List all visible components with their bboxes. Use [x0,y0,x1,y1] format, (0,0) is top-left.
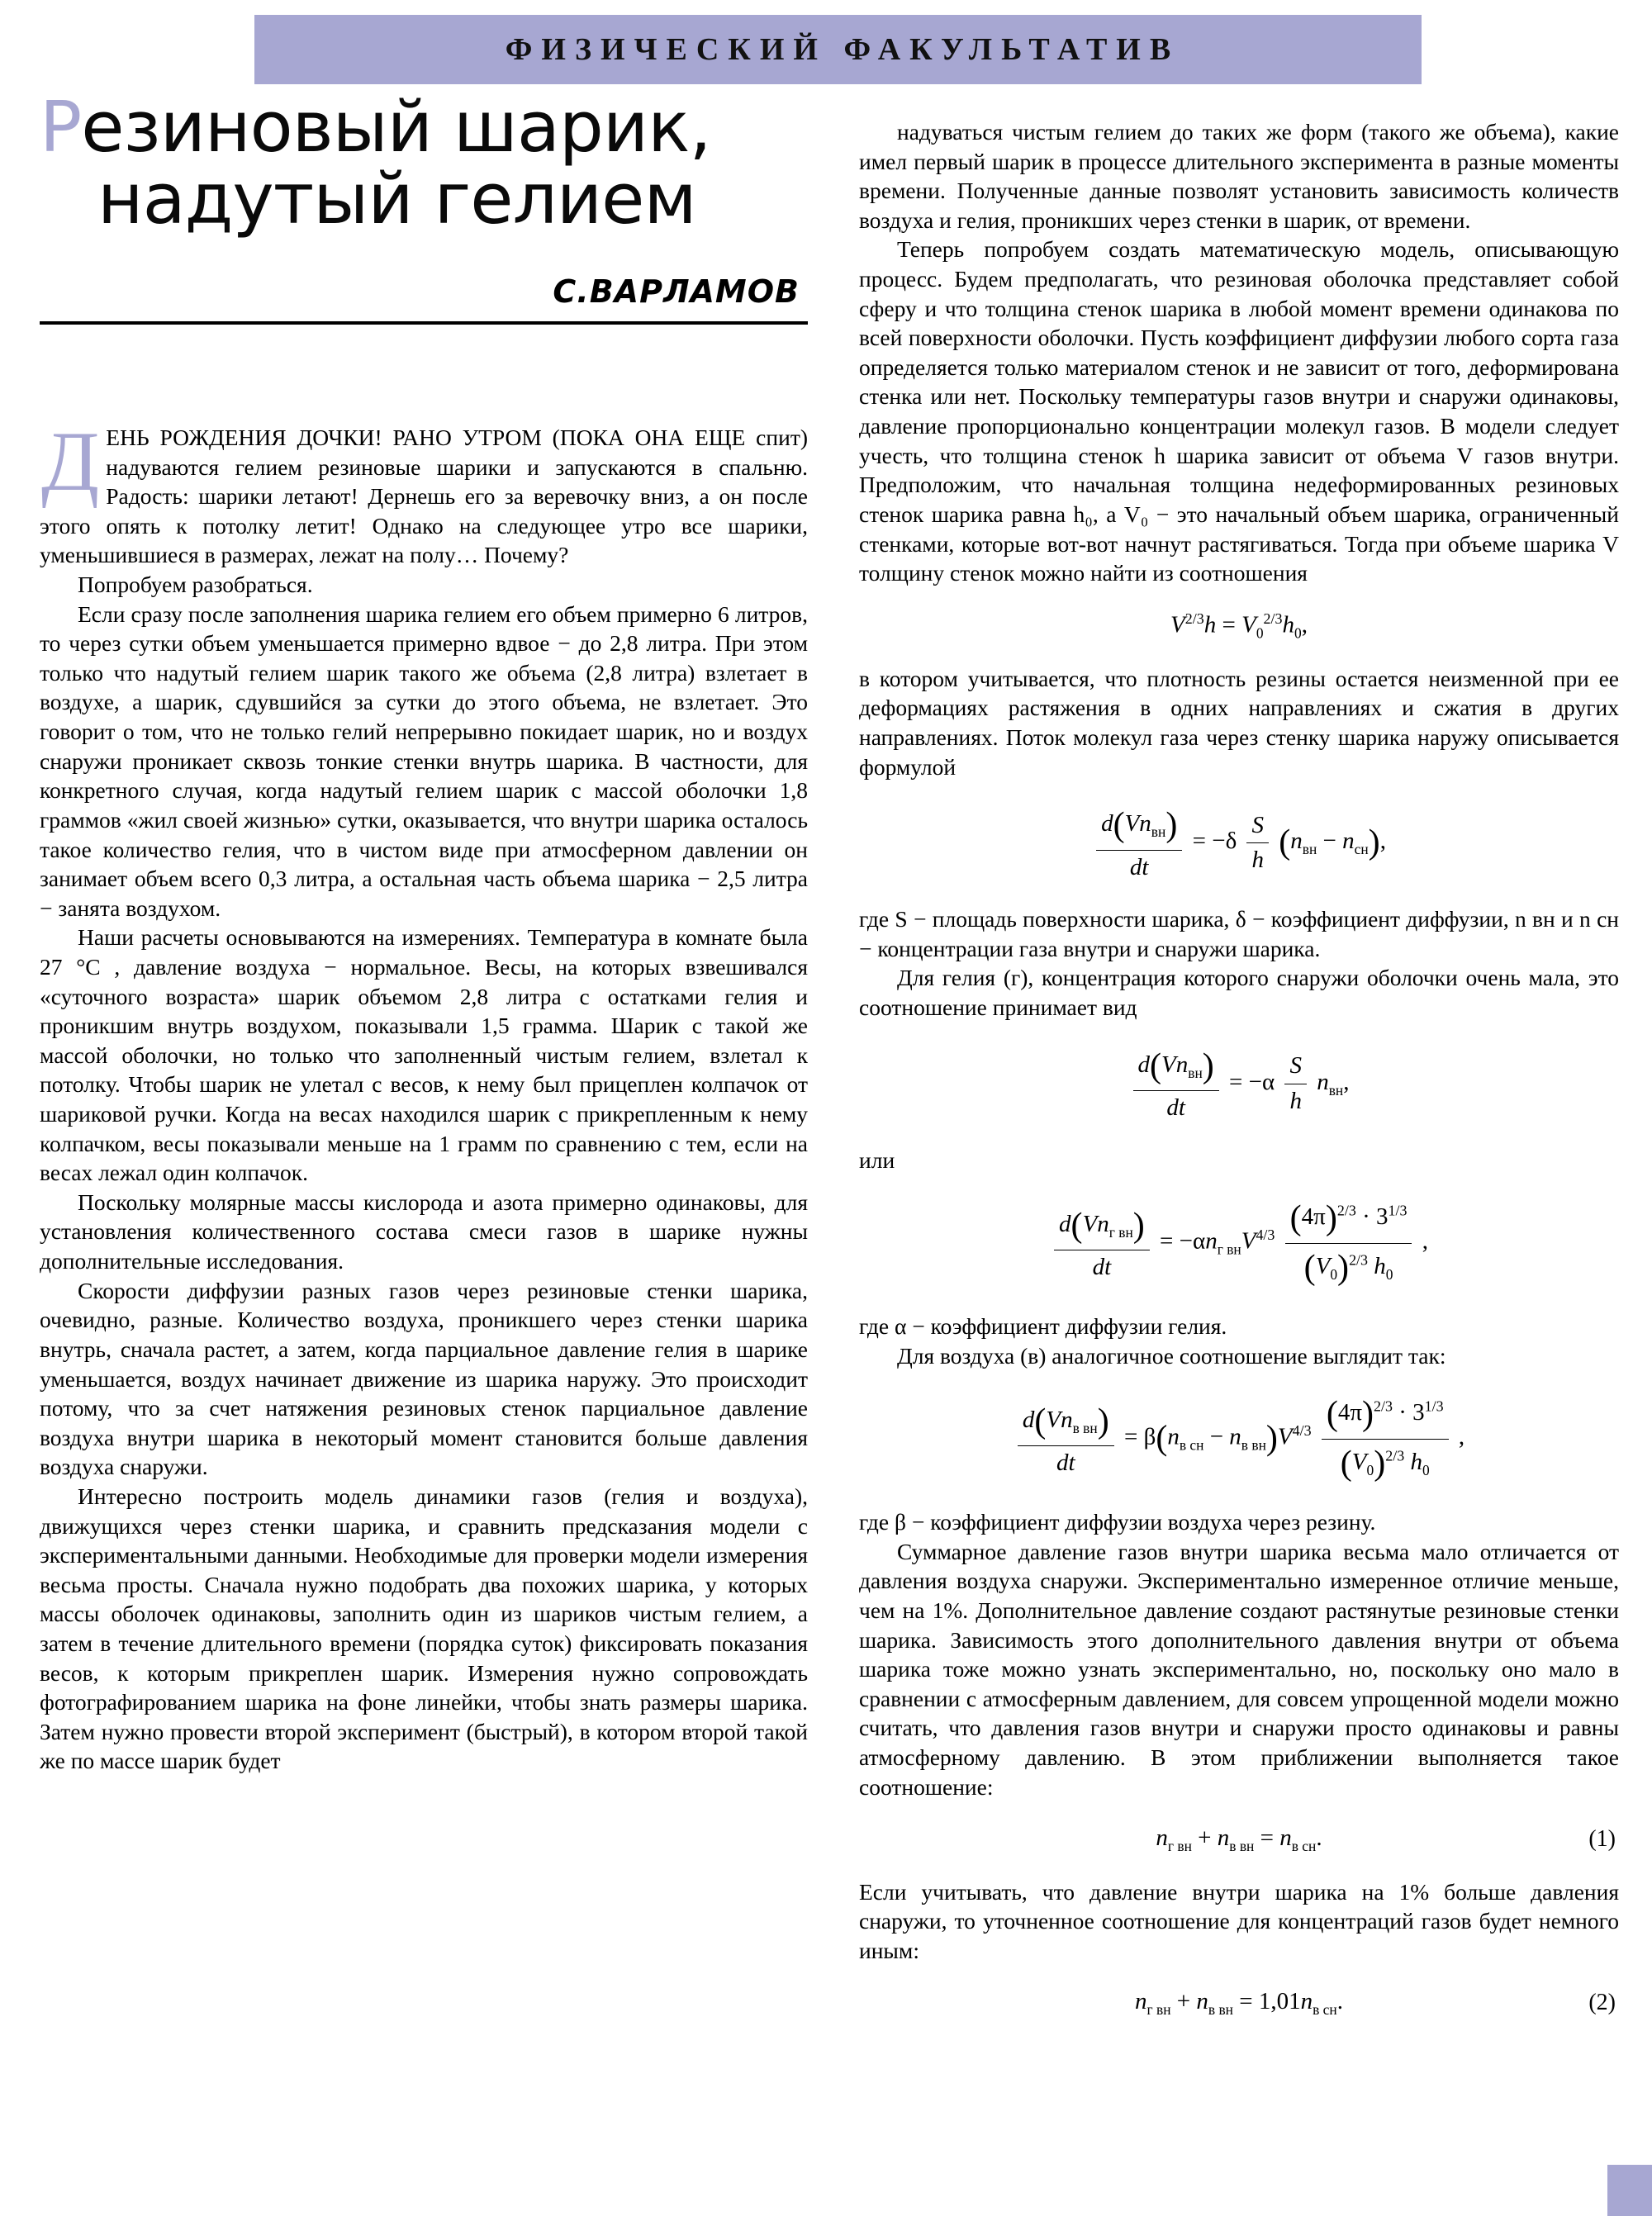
subscript-helium-inside: г вн [1108,1223,1133,1241]
paragraph-text: Наши расчеты основываются на измерениях. Температура в комнате была 27 °С , давление воздуха − нормальное. Весы, на которых взвешивался «суточного возраста» шарик объемом 2,8 литра с остатками гелия и проникшим внутрь воздухом, показывали 1,5 грамма. Шарик с такой же массой оболочки, но только что заполненный чистым гелием, взлетал к потолку. Чтобы шарик не улетал с весов, к нему был прицеплен колпачок от шариковой ручки. Когда на весах находился шарик с прикрепленным к нему колпачком, весы показывали меньше на 1 грамм по сравнению с тем, если на весах лежал один колпачок. [40,924,808,1186]
paragraph [859,235,1619,587]
symbol-n: n [1205,1227,1218,1255]
symbol-h0: h [1282,611,1294,638]
fraction-denominator: $(V_0)^{2/3}$ $h_0$ [1303,1248,1393,1287]
symbol-pi: π [1350,1399,1362,1426]
symbol-alpha: α [1193,1227,1206,1255]
comma: , [1343,1068,1350,1095]
equation-helium-simple [859,1044,1619,1124]
fraction-denominator [1133,1091,1219,1124]
paragraph [859,1146,1619,1175]
symbol-V0: V [1315,1252,1331,1279]
period: . [1336,1988,1343,2015]
byline-divider [40,321,808,325]
symbol-n: n [1217,1825,1230,1852]
symbol-n: n [1175,1051,1189,1078]
paragraph-text: Для гелия (г), концентрация которого снаружи оболочки очень мала, это соотношение принимает вид [859,965,1619,1020]
comma: , [1458,1423,1465,1450]
subscript-inside: вн [1188,1064,1203,1081]
exponent-two-thirds: 2/3 [1349,1251,1369,1269]
symbol-S: S [1251,811,1264,838]
paragraph [859,1312,1619,1341]
symbol-h: h [1289,1087,1302,1114]
equation-wall-thickness [859,610,1619,643]
fraction-geometry-factor [1322,1392,1449,1486]
symbol-n: n [1061,1406,1073,1433]
subscript-inside: вн [1328,1081,1344,1099]
fraction-S-over-h [1284,1051,1307,1117]
subscript-air-outside: в сн [1291,1838,1317,1855]
symbol-S: S [1289,1052,1302,1080]
subscript-air-inside: в вн [1072,1419,1098,1436]
exponent-one-third: 1/3 [1424,1397,1444,1415]
title-line-2: надутый гелием [97,158,696,240]
multiplication-dot: · [1398,1399,1407,1426]
paragraph [859,963,1619,1022]
exponent-two-thirds: 2/3 [1263,610,1283,627]
equals-sign: = [1260,1825,1274,1852]
subscript-zero: 0 [1330,1265,1338,1283]
minus-sign: − [1179,1227,1194,1255]
equals-sign: = [1192,828,1206,855]
subscript-inside: вн [1151,823,1166,841]
paragraph-text: Если сразу после заполнения шарика гелием его объем примерно 6 литров, то через сутки объем уменьшается примерно вдвое − до 2,8 литра. При этом только что надутый гелием шарик такого же объема (2,8 литра) взлетает в воздухе, а шарик, сдувшийся за сутки до этого объема, не взлетает. Это говорит о том, что не только гелий непрерывно покидает шарик, но и воздух снаружи проникает сквозь тонкие стенки внутрь шарика. В частности, для конкретного случая, когда надутый гелием шарик с массой оболочки 1,8 граммов «жил своей жизнью» сутки, оказывается, что внутри шарика осталось такое количество гелия, что в чистом виде при атмосферном давлении он занимает объем всего 0,3 литра, а остальная часть объема шарика − 2,5 литра − занята воздухом. [40,600,808,921]
paragraph-text: Скорости диффузии разных газов через резиновые стенки шарика, очевидно, разные. Количество воздуха, проникшего через стенки шарика внутрь, сначала растет, а затем, когда парциальное давление гелия в шарике уменьшается, воздух начинает движение из шарика наружу. Это происходит потому, что за счет натяжения резиновых стенок парциальное давление воздуха внутри шарика в некоторый момент становится больше давления воздуха снаружи. [40,1277,808,1480]
paragraph [859,117,1619,235]
page-title [40,87,808,240]
fraction-denominator: $(V_0)^{2/3}$ $h_0$ [1340,1444,1430,1483]
minus-sign: − [1322,828,1336,855]
paragraph-text: Поскольку молярные массы кислорода и азота примерно одинаковы, для установления количественного состава смеси газов в шарике нужны дополнительные исследования. [40,1189,808,1274]
section-banner [254,15,1422,84]
symbol-d: d [1137,1051,1150,1078]
symbol-h0: h [1374,1252,1386,1279]
title-initial-letter: Р [40,87,82,168]
exponent-two-thirds: 2/3 [1385,1447,1405,1464]
exponent-two-thirds: 2/3 [1374,1397,1393,1415]
symbol-pi: π [1313,1203,1326,1231]
paragraph [859,1341,1619,1371]
symbol-n: n [1196,1988,1208,2015]
subscript-air-inside: в вн [1229,1838,1255,1855]
paragraph [859,1537,1619,1801]
paragraph [40,1482,808,1776]
symbol-beta: β [1143,1423,1156,1450]
subscript-helium-inside: г вн [1217,1241,1241,1258]
paragraph-text: где S − площадь поверхности шарика, δ − коэффициент диффузии, n вн и n сн − концентрации газа внутри и снаружи шарика. [859,906,1619,961]
paragraph [859,1507,1619,1537]
fraction-numerator: $d(Vn_{вн})$ [1096,803,1182,850]
paragraph [859,904,1619,963]
symbol-n: n [1317,1068,1329,1095]
symbol-n: n [1135,1988,1147,2015]
numeral-four: 4 [1301,1203,1314,1231]
left-text-column [40,415,808,1776]
symbol-t: t [1104,1254,1112,1281]
numeral-four: 4 [1337,1399,1351,1426]
paragraph-text: ЕНЬ РОЖДЕНИЯ ДОЧКИ! РАНО УТРОМ (ПОКА ОНА ЕЩЕ спит) надуваются гелием резиновые шарики и запускаются в спальню. Радость: шарики летают! Дернешь его за веревочку вниз, а он после этого опять к потолку летит! Однако на следующее утро все шарики, уменьшившиеся в размерах, лежат на полу… Почему? [40,425,808,568]
fraction-geometry-factor [1285,1196,1412,1290]
page-corner-marker [1607,2165,1652,2216]
fraction-denominator [1018,1446,1114,1479]
subscript-helium-inside: г вн [1146,2001,1171,2019]
period: . [1316,1825,1322,1852]
symbol-V: V [1170,611,1185,638]
fraction-denominator [1284,1084,1307,1117]
fraction-numerator [1284,1051,1307,1084]
symbol-n: n [1139,810,1151,838]
symbol-d: d [1101,810,1113,838]
subscript-air-outside: в сн [1313,2001,1337,2019]
subscript-outside: сн [1354,841,1369,858]
paragraph [40,600,808,923]
subscript-zero: 0 [1294,624,1302,642]
symbol-V0: V [1351,1448,1367,1475]
symbol-n: n [1279,1825,1292,1852]
equation-1 [859,1823,1619,1855]
plus-sign: + [1176,1988,1191,2015]
subscript-inside: вн [1302,841,1317,858]
symbol-n: n [1229,1423,1241,1450]
symbol-V: V [1161,1051,1176,1078]
fraction-d-dt [1133,1044,1219,1124]
equals-sign: = [1239,1988,1253,2015]
fraction-denominator [1246,843,1269,876]
paragraph-text: Для воздуха (в) аналогичное соотношение выглядит так: [897,1342,1446,1369]
title-line-1: езиновый шарик, [81,87,711,168]
multiplication-dot: · [1362,1203,1370,1231]
exponent-two-thirds: 2/3 [1336,1202,1356,1219]
section-label: ФИЗИЧЕСКИЙ ФАКУЛЬТАТИВ [505,32,1180,67]
symbol-n: n [1342,828,1355,855]
paragraph [40,923,808,1187]
symbol-n: n [1290,828,1303,855]
paragraph-text: Если учитывать, что давление внутри шарика на 1% больше давления снаружи, то уточненное соотношение для концентраций газов будет немного иным: [859,1878,1619,1963]
symbol-delta: δ [1225,828,1237,855]
symbol-d: d [1056,1450,1069,1477]
fraction-numerator [1246,810,1269,844]
equals-sign: = [1123,1423,1138,1450]
plus-sign: + [1198,1825,1212,1852]
paragraph-text: Попробуем разобраться. [78,572,313,598]
fraction-d-dt [1054,1203,1150,1284]
symbol-V: V [1082,1210,1098,1237]
fraction-numerator: $d(Vn_{вн})$ [1133,1044,1219,1091]
symbol-d: d [1166,1094,1179,1122]
equation-gas-flux: $\frac{d(Vn_{вн})}{dt}$ = −δ $\frac{S}{h}$ $(n_{вн} - n_{сн})$, [859,803,1619,883]
fraction-denominator [1054,1250,1150,1284]
symbol-d: d [1092,1254,1105,1281]
equation-2 [859,1986,1619,2019]
paragraph [859,664,1619,781]
fraction-numerator: $(4\pi)^{2/3} \cdot 3^{1/3}$ [1285,1196,1412,1243]
paragraph [40,1276,808,1482]
exponent-one-third: 1/3 [1388,1202,1408,1219]
paragraph-text: где β − коэффициент диффузии воздуха через резину. [859,1509,1376,1535]
fraction-denominator [1096,851,1182,884]
right-text-column [859,117,1619,2041]
drop-cap: Д [41,415,100,509]
fraction-S-over-h [1246,810,1269,876]
paragraph-text: Теперь попробуем создать математическую модель, описывающую процесс. Будем предполагать, что резиновая оболочка представляет собой сферу и что толщина стенок шарика в любой момент времени одинакова по всей поверхности оболочки. Пусть коэффициент диффузии любого сорта газа определяется только материалом стенок и не зависит от того, деформирована стенка или нет. Поскольку температуры газов внутри и снаружи одинаковы, давление пропорционально концентрации молекул газов. В модели следует учесть, что толщина стенок h шарика зависит от объема V газов внутри. Предположим, что начальная толщина недеформированных резиновых стенок шарика равна h₀, а V₀ − это начальный объем шарика, ограниченный стенками, которые вот-вот начнут растягиваться. Тогда при объеме шарика V толщину стенок можно найти из соотношения [859,236,1619,586]
fraction-d-dt [1096,803,1182,883]
comma: , [1301,611,1308,638]
fraction-numerator: $d(Vn_{в вн})$ [1018,1399,1114,1446]
subscript-air-inside: в вн [1241,1436,1266,1454]
paragraph-text: в котором учитывается, что плотность резины остается неизменной при ее деформациях растяжения в одних направлениях и сжатия в других направлениях. Поток молекул газа через стенку шарика наружу описывается формулой [859,665,1619,780]
symbol-d: d [1022,1406,1035,1433]
paragraph-text: Интересно построить модель динамики газов (гелия и воздуха), движущихся через стенки шарика, и сравнить предсказания модели с экспериментальными данными. Необходимые для проверки модели измерения весьма просты. Сначала нужно подобрать два похожих шарика, у которых массы оболочек одинаковы, заполнить один из шариков чистым гелием, а затем в течение длительного времени (порядка суток) фиксировать показания весов, к которым прикреплен шарик. Измерения нужно сопровождать фотографированием шарика на фоне линейки, чтобы знать размеры шарика. Затем нужно провести второй эксперимент (быстрый), в котором второй такой же по массе шарик будет [40,1483,808,1774]
comma: , [1422,1227,1428,1255]
minus-sign: − [1248,1068,1262,1095]
symbol-d: d [1059,1210,1071,1237]
author-byline: С.ВАРЛАМОВ [553,273,800,311]
subscript-zero: 0 [1385,1265,1393,1283]
symbol-n: n [1300,1988,1313,2015]
minus-sign: − [1209,1423,1224,1450]
symbol-d: d [1129,853,1142,880]
coefficient-1-01: 1,01 [1258,1988,1301,2015]
symbol-V: V [1124,810,1140,838]
subscript-air-inside: в вн [1208,2001,1233,2019]
minus-sign: − [1212,828,1226,855]
equation-helium-full [859,1196,1619,1290]
equals-sign: = [1229,1068,1243,1095]
paragraph-text: надуваться чистым гелием до таких же форм (такого же объема), какие имел первый шарик в процессе длительного эксперимента в разные моменты времени. Полученные данные позволят установить зависимость количеств воздуха и гелия, проникших через стенки в шарик, от времени. [859,119,1619,233]
paragraph [40,415,808,570]
symbol-V: V [1277,1423,1293,1450]
symbol-V: V [1046,1406,1061,1433]
symbol-n: n [1167,1423,1180,1450]
equals-sign: = [1160,1227,1174,1255]
symbol-h0: h [1410,1448,1422,1475]
symbol-t: t [1142,853,1149,880]
symbol-t: t [1178,1094,1185,1122]
symbol-V0: V [1241,611,1256,638]
fraction-d-dt [1018,1399,1114,1479]
paragraph [859,1877,1619,1966]
comma: , [1379,828,1386,855]
symbol-n: n [1156,1825,1168,1852]
subscript-air-outside: в сн [1179,1436,1204,1454]
equation-number: (1) [1588,1825,1616,1852]
symbol-V: V [1241,1227,1256,1255]
fraction-numerator: $(4\pi)^{2/3} \cdot 3^{1/3}$ [1322,1392,1449,1439]
subscript-zero: 0 [1422,1461,1430,1478]
subscript-zero: 0 [1366,1461,1374,1478]
paragraph-text: или [859,1146,895,1173]
symbol-n: n [1097,1210,1109,1237]
paragraph [40,1188,808,1276]
paragraph-text: где α − коэффициент диффузии гелия. [859,1313,1227,1340]
subscript-helium-inside: г вн [1167,1838,1192,1855]
fraction-numerator: $d(Vn_{г вн})$ [1054,1203,1150,1250]
symbol-alpha: α [1262,1068,1275,1095]
subscript-zero: 0 [1256,624,1264,642]
equation-number: (2) [1588,1989,1616,2015]
exponent-four-thirds: 4/3 [1292,1422,1312,1440]
equation-air-full: $\frac{d(Vn_{в вн})}{dt}$ = $\beta(n_{в сн} - n_{в вн})V^{4/3}$ $\frac{(4\pi)^{2/3} \cdot 3^{1/3}}{(V_0)^{2/3} h_0}$ , [859,1392,1619,1486]
symbol-t: t [1068,1450,1075,1477]
exponent-two-thirds: 2/3 [1184,610,1204,627]
masthead [40,87,808,325]
paragraph-text: Суммарное давление газов внутри шарика весьма мало отличается от давления воздуха снаружи. Экспериментально измеренное отличие меньше, чем на 1%. Дополнительное давление создают растянутые резиновые стенки шарика. Зависимость этого дополнительного давления внутри от объема шарика тоже можно узнать экспериментально, но, поскольку оно мало в сравнении с атмосферным давлением, для совсем упрощенной модели можно считать, что давления газов внутри и снаружи просто одинаковы и равны атмосферному давлению. В этом приближении выполняется такое соотношение: [859,1538,1619,1800]
exponent-four-thirds: 4/3 [1256,1227,1275,1244]
symbol-h: h [1203,611,1217,638]
paragraph [40,570,808,600]
symbol-h: h [1251,847,1264,874]
equals-sign: = [1222,611,1236,638]
